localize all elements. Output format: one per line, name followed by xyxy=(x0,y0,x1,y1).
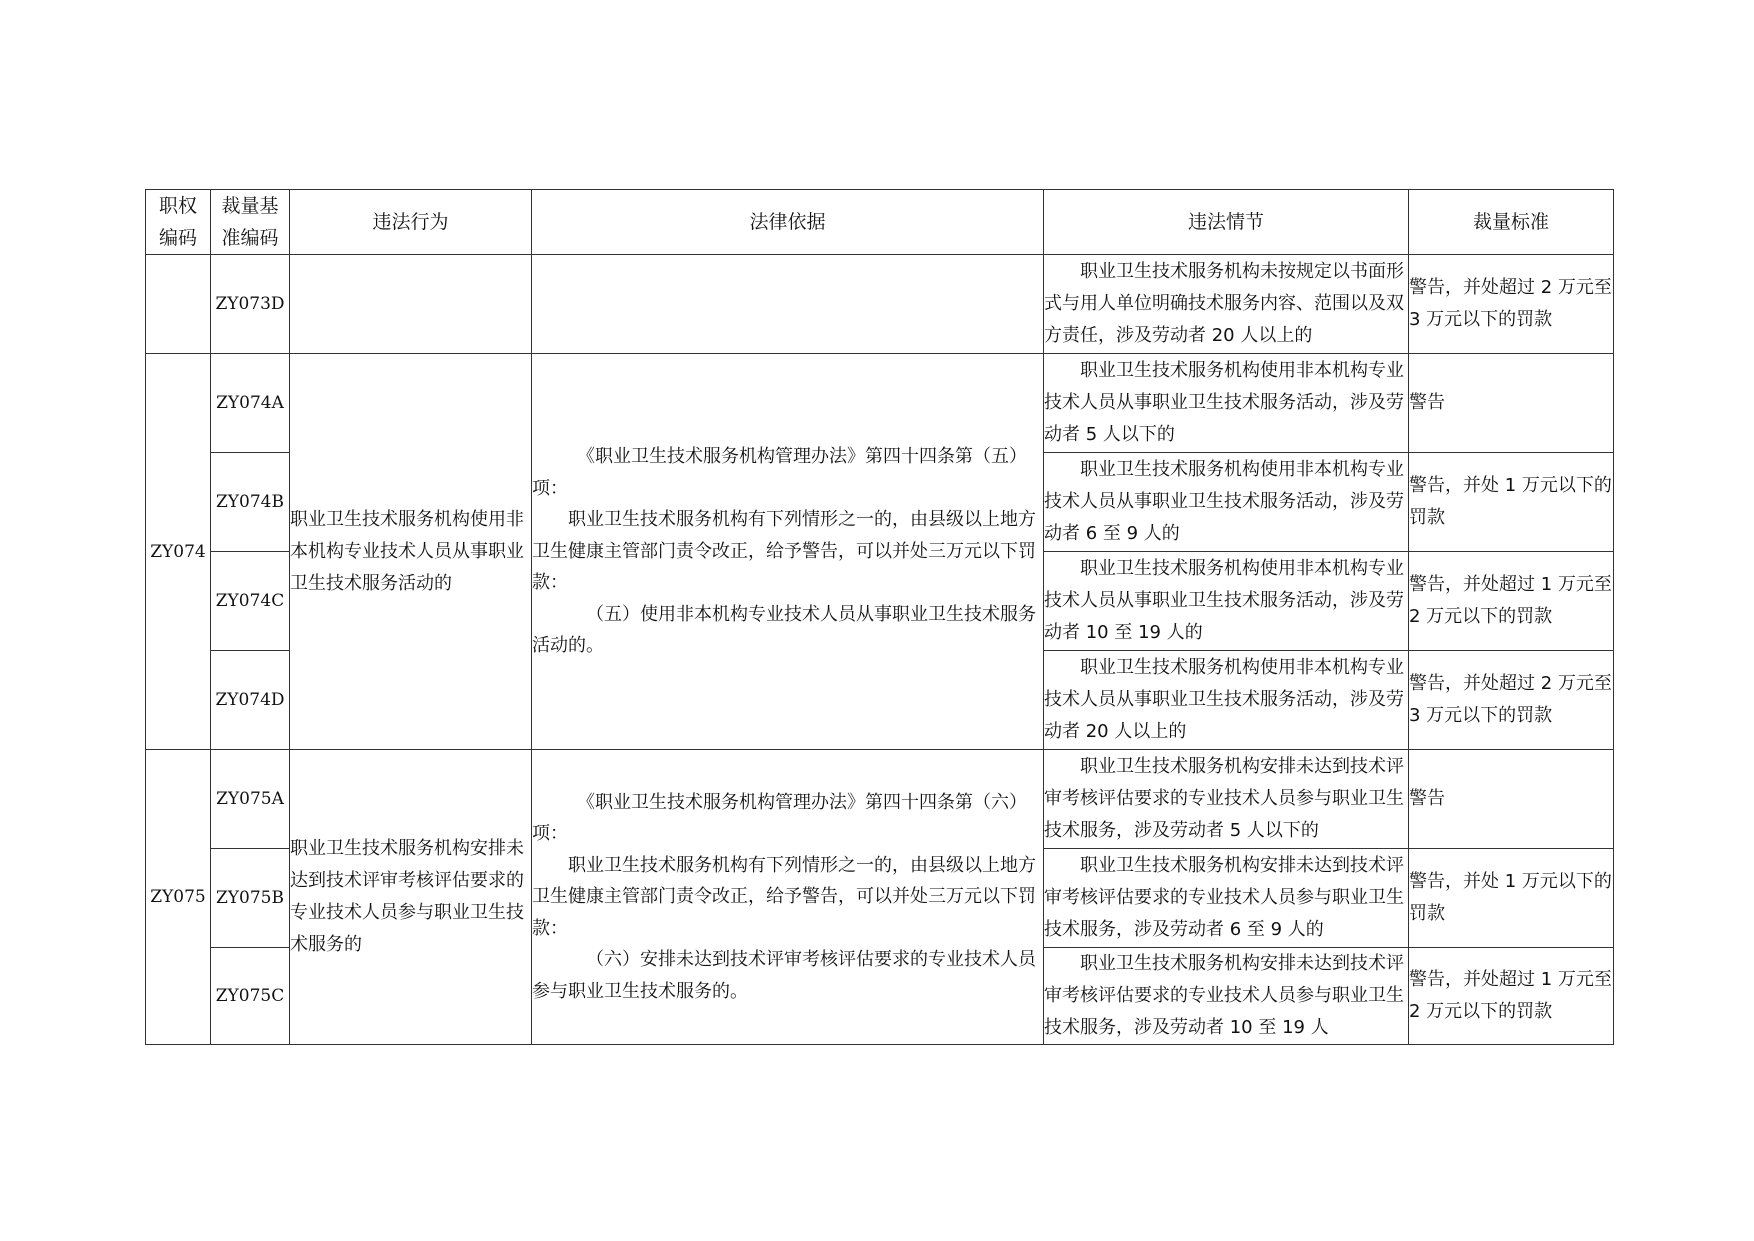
circumstance-cell: 职业卫生技术服务机构未按规定以书面形式与用人单位明确技术服务内容、范围以及双方责任，涉及劳动者 20 人以上的 xyxy=(1044,255,1409,354)
basis-item: （五）使用非本机构专业技术人员从事职业卫生技术服务活动的。 xyxy=(532,603,1036,657)
benchmark-code-cell: ZY073D xyxy=(211,255,290,354)
standard-cell: 警告，并处超过 2 万元至 3 万元以下的罚款 xyxy=(1409,255,1614,354)
circumstance-cell: 职业卫生技术服务机构使用非本机构专业技术人员从事职业卫生技术服务活动，涉及劳动者 10 至 19 人的 xyxy=(1044,552,1409,651)
basis-citation: 《职业卫生技术服务机构管理办法》第四十四条第（五）项： xyxy=(532,446,1027,499)
standard-cell: 警告，并处 1 万元以下的罚款 xyxy=(1409,849,1614,948)
header-circumstances: 违法情节 xyxy=(1044,190,1409,255)
benchmark-code-cell: ZY075A xyxy=(211,750,290,849)
header-standard: 裁量标准 xyxy=(1409,190,1614,255)
benchmark-code-cell: ZY074D xyxy=(211,651,290,750)
benchmark-code-cell: ZY074C xyxy=(211,552,290,651)
standard-cell: 警告，并处 1 万元以下的罚款 xyxy=(1409,453,1614,552)
standard-cell: 警告 xyxy=(1409,354,1614,453)
authority-code-cell: ZY075 xyxy=(146,750,211,1045)
benchmark-code-cell: ZY075B xyxy=(211,849,290,948)
basis-clause: 职业卫生技术服务机构有下列情形之一的，由县级以上地方卫生健康主管部门责令改正，给予警告，可以并处三万元以下罚款： xyxy=(532,509,1036,594)
circumstance-cell: 职业卫生技术服务机构使用非本机构专业技术人员从事职业卫生技术服务活动，涉及劳动者 5 人以下的 xyxy=(1044,354,1409,453)
circumstance-cell: 职业卫生技术服务机构安排未达到技术评审考核评估要求的专业技术人员参与职业卫生技术服务，涉及劳动者 10 至 19 人 xyxy=(1044,948,1409,1045)
benchmark-code-cell: ZY075C xyxy=(211,948,290,1045)
circumstance-cell: 职业卫生技术服务机构安排未达到技术评审考核评估要求的专业技术人员参与职业卫生技术服务，涉及劳动者 5 人以下的 xyxy=(1044,750,1409,849)
standard-cell: 警告 xyxy=(1409,750,1614,849)
legal-basis-cell xyxy=(532,255,1044,354)
benchmark-code-cell: ZY074A xyxy=(211,354,290,453)
standard-cell: 警告，并处超过 1 万元至 2 万元以下的罚款 xyxy=(1409,552,1614,651)
violation-cell xyxy=(290,255,532,354)
violation-cell: 职业卫生技术服务机构使用非本机构专业技术人员从事职业卫生技术服务活动的 xyxy=(290,354,532,750)
authority-code-cell xyxy=(146,255,211,354)
circumstance-cell: 职业卫生技术服务机构使用非本机构专业技术人员从事职业卫生技术服务活动，涉及劳动者 20 人以上的 xyxy=(1044,651,1409,750)
authority-code-cell: ZY074 xyxy=(146,354,211,750)
basis-item: （六）安排未达到技术评审考核评估要求的专业技术人员参与职业卫生技术服务的。 xyxy=(532,949,1036,1002)
header-legal-basis: 法律依据 xyxy=(532,190,1044,255)
circumstance-cell: 职业卫生技术服务机构使用非本机构专业技术人员从事职业卫生技术服务活动，涉及劳动者 6 至 9 人的 xyxy=(1044,453,1409,552)
standard-cell: 警告，并处超过 2 万元至 3 万元以下的罚款 xyxy=(1409,651,1614,750)
standard-cell: 警告，并处超过 1 万元至 2 万元以下的罚款 xyxy=(1409,948,1614,1045)
header-row xyxy=(146,190,1614,255)
header-authority-code: 职权 编码 xyxy=(146,190,211,255)
legal-basis-cell xyxy=(532,354,1044,750)
circumstance-cell: 职业卫生技术服务机构安排未达到技术评审考核评估要求的专业技术人员参与职业卫生技术服务，涉及劳动者 6 至 9 人的 xyxy=(1044,849,1409,948)
table-row xyxy=(146,255,1614,354)
basis-clause: 职业卫生技术服务机构有下列情形之一的，由县级以上地方卫生健康主管部门责令改正，给予警告，可以并处三万元以下罚款： xyxy=(532,854,1036,939)
table-row xyxy=(146,354,1614,453)
basis-citation: 《职业卫生技术服务机构管理办法》第四十四条第（六）项： xyxy=(532,791,1027,845)
benchmark-code-cell: ZY074B xyxy=(211,453,290,552)
table-row xyxy=(146,750,1614,849)
violation-cell: 职业卫生技术服务机构安排未达到技术评审考核评估要求的专业技术人员参与职业卫生技术服务的 xyxy=(290,750,532,1045)
penalty-standards-table xyxy=(145,189,1614,1045)
header-benchmark-code: 裁量基 准编码 xyxy=(211,190,290,255)
legal-basis-cell xyxy=(532,750,1044,1045)
header-violation: 违法行为 xyxy=(290,190,532,255)
